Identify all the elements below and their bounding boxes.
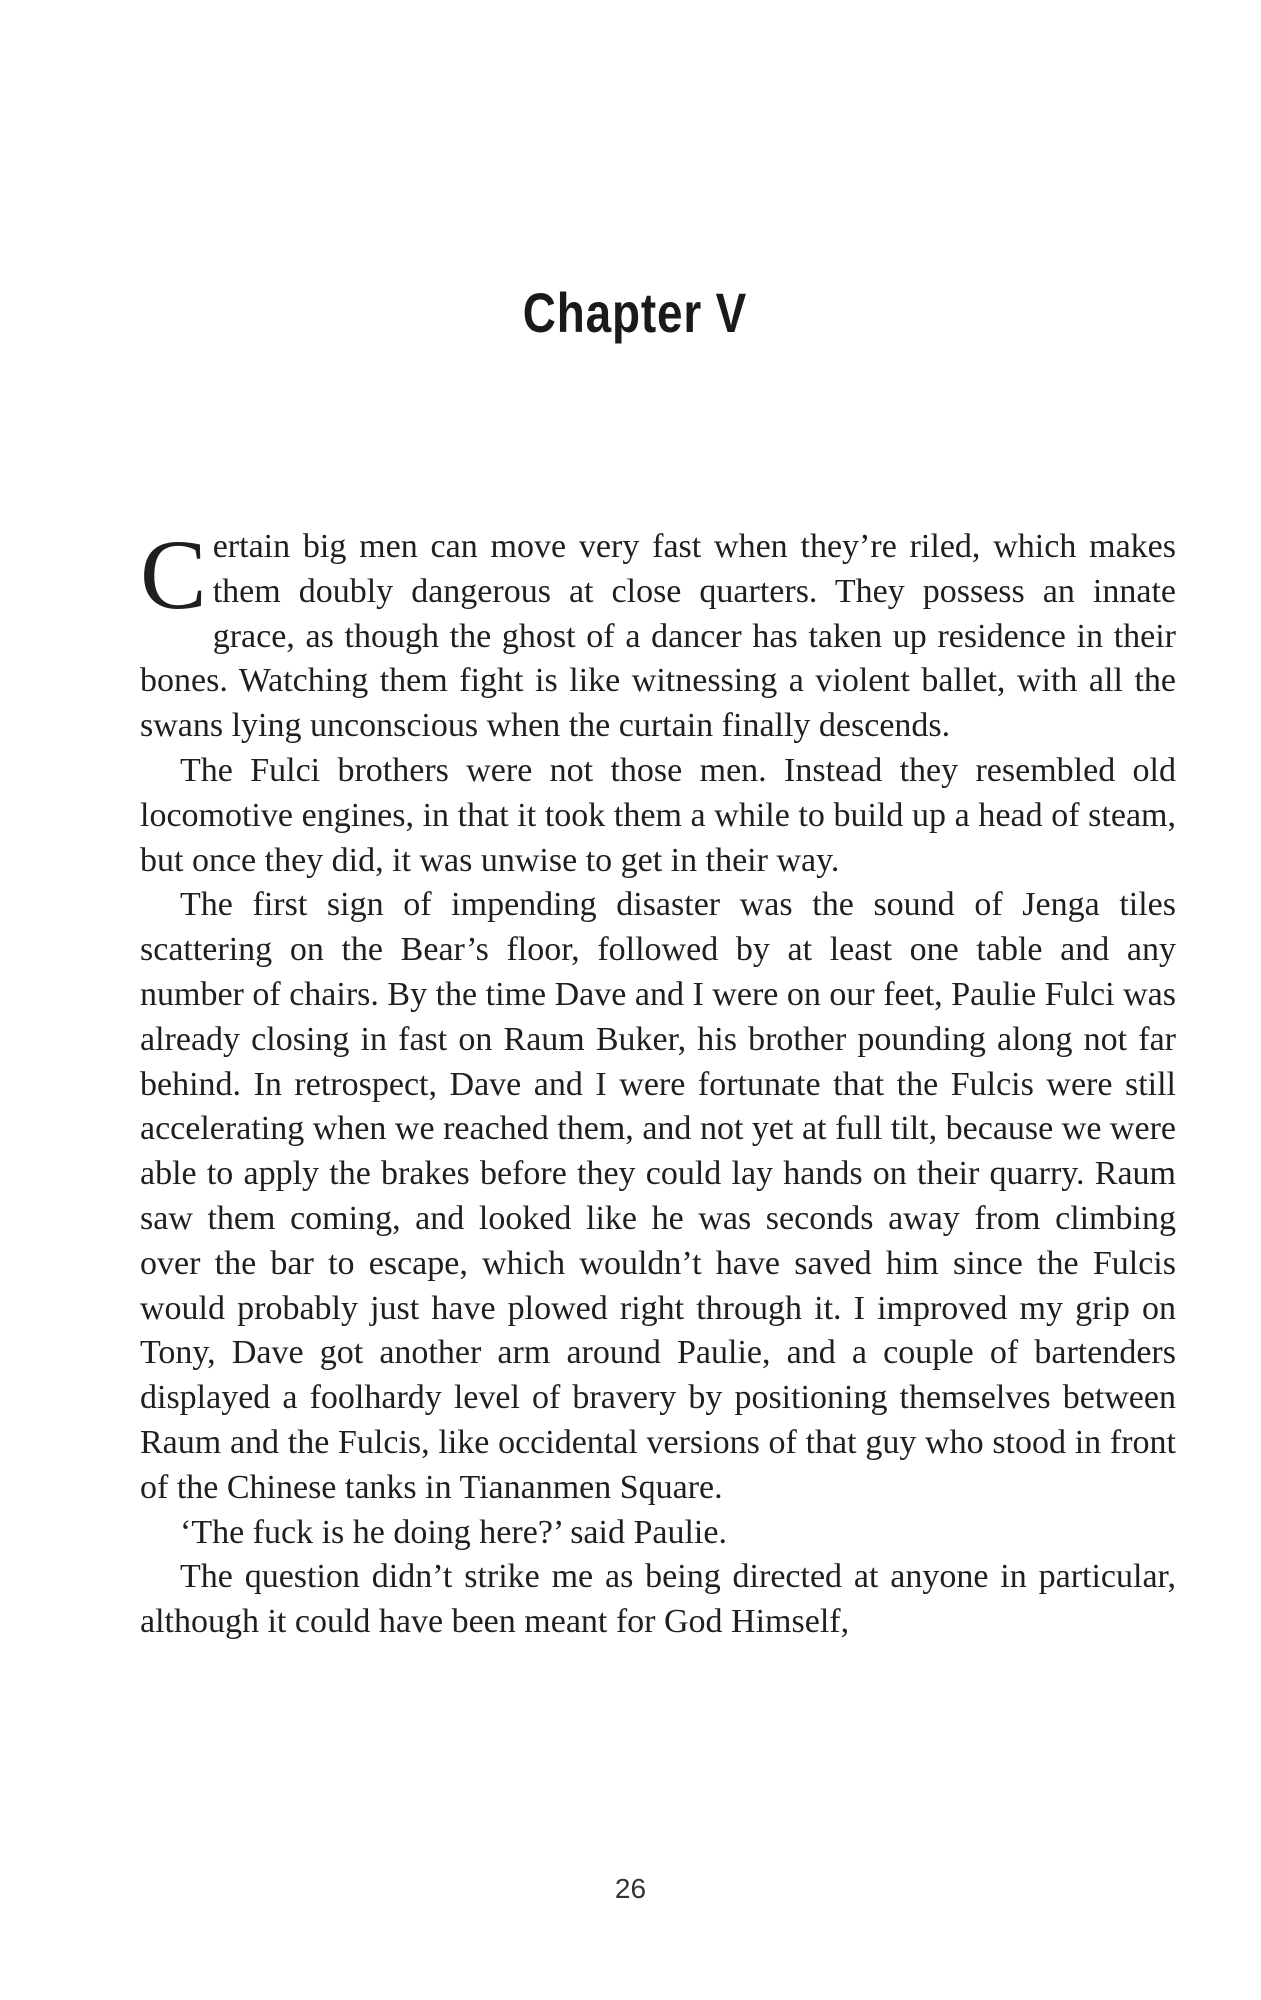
paragraph-1 <box>140 519 1176 749</box>
page-number: 26 <box>614 1873 647 1904</box>
chapter-title: Chapter V <box>522 281 748 344</box>
paragraph-5: The question didn’t strike me as being directed at anyone in particular, although it could have been meant for God Himself, <box>140 1558 1176 1641</box>
paragraph-4: ‘The fuck is he doing here?’ said Paulie. <box>180 1513 727 1551</box>
paragraph-1-text: ertain big men can move very fast when they’re riled, which makes them doubly dangerous at close quarters. They possess an innate grace, as though the ghost of a dancer has taken up residence in their bones. Watching them fight is like witnessing a violent ballet, with all the swans lying unconscious when the curtain finally descends. <box>140 528 1176 745</box>
drop-cap: C <box>140 519 207 630</box>
paragraph-2: The Fulci brothers were not those men. Instead they resembled old locomotive engines, in that it took them a while to build up a head of steam, but once they did, it was unwise to get in their way. <box>140 751 1176 879</box>
body-text <box>140 519 1176 1645</box>
paragraph-3: The first sign of impending disaster was the sound of Jenga tiles scattering on the Bear’s floor, followed by at least one table and any number of chairs. By the time Dave and I were on our feet, Paulie Fulci was already closing in fast on Raum Buker, his brother pounding along not far behind. In retrospect, Dave and I were fortunate that the Fulcis were still accelerating when we reached them, and not yet at full tilt, because we were able to apply the brakes before they could lay hands on their quarry. Raum saw them coming, and looked like he was seconds away from climbing over the bar to escape, which wouldn’t have saved him since the Fulcis would probably just have plowed right through it. I improved my grip on Tony, Dave got another arm around Paulie, and a couple of bartenders displayed a foolhardy level of bravery by positioning themselves between Raum and the Fulcis, like occidental versions of that guy who stood in front of the Chinese tanks in Tiananmen Square. <box>140 886 1176 1506</box>
